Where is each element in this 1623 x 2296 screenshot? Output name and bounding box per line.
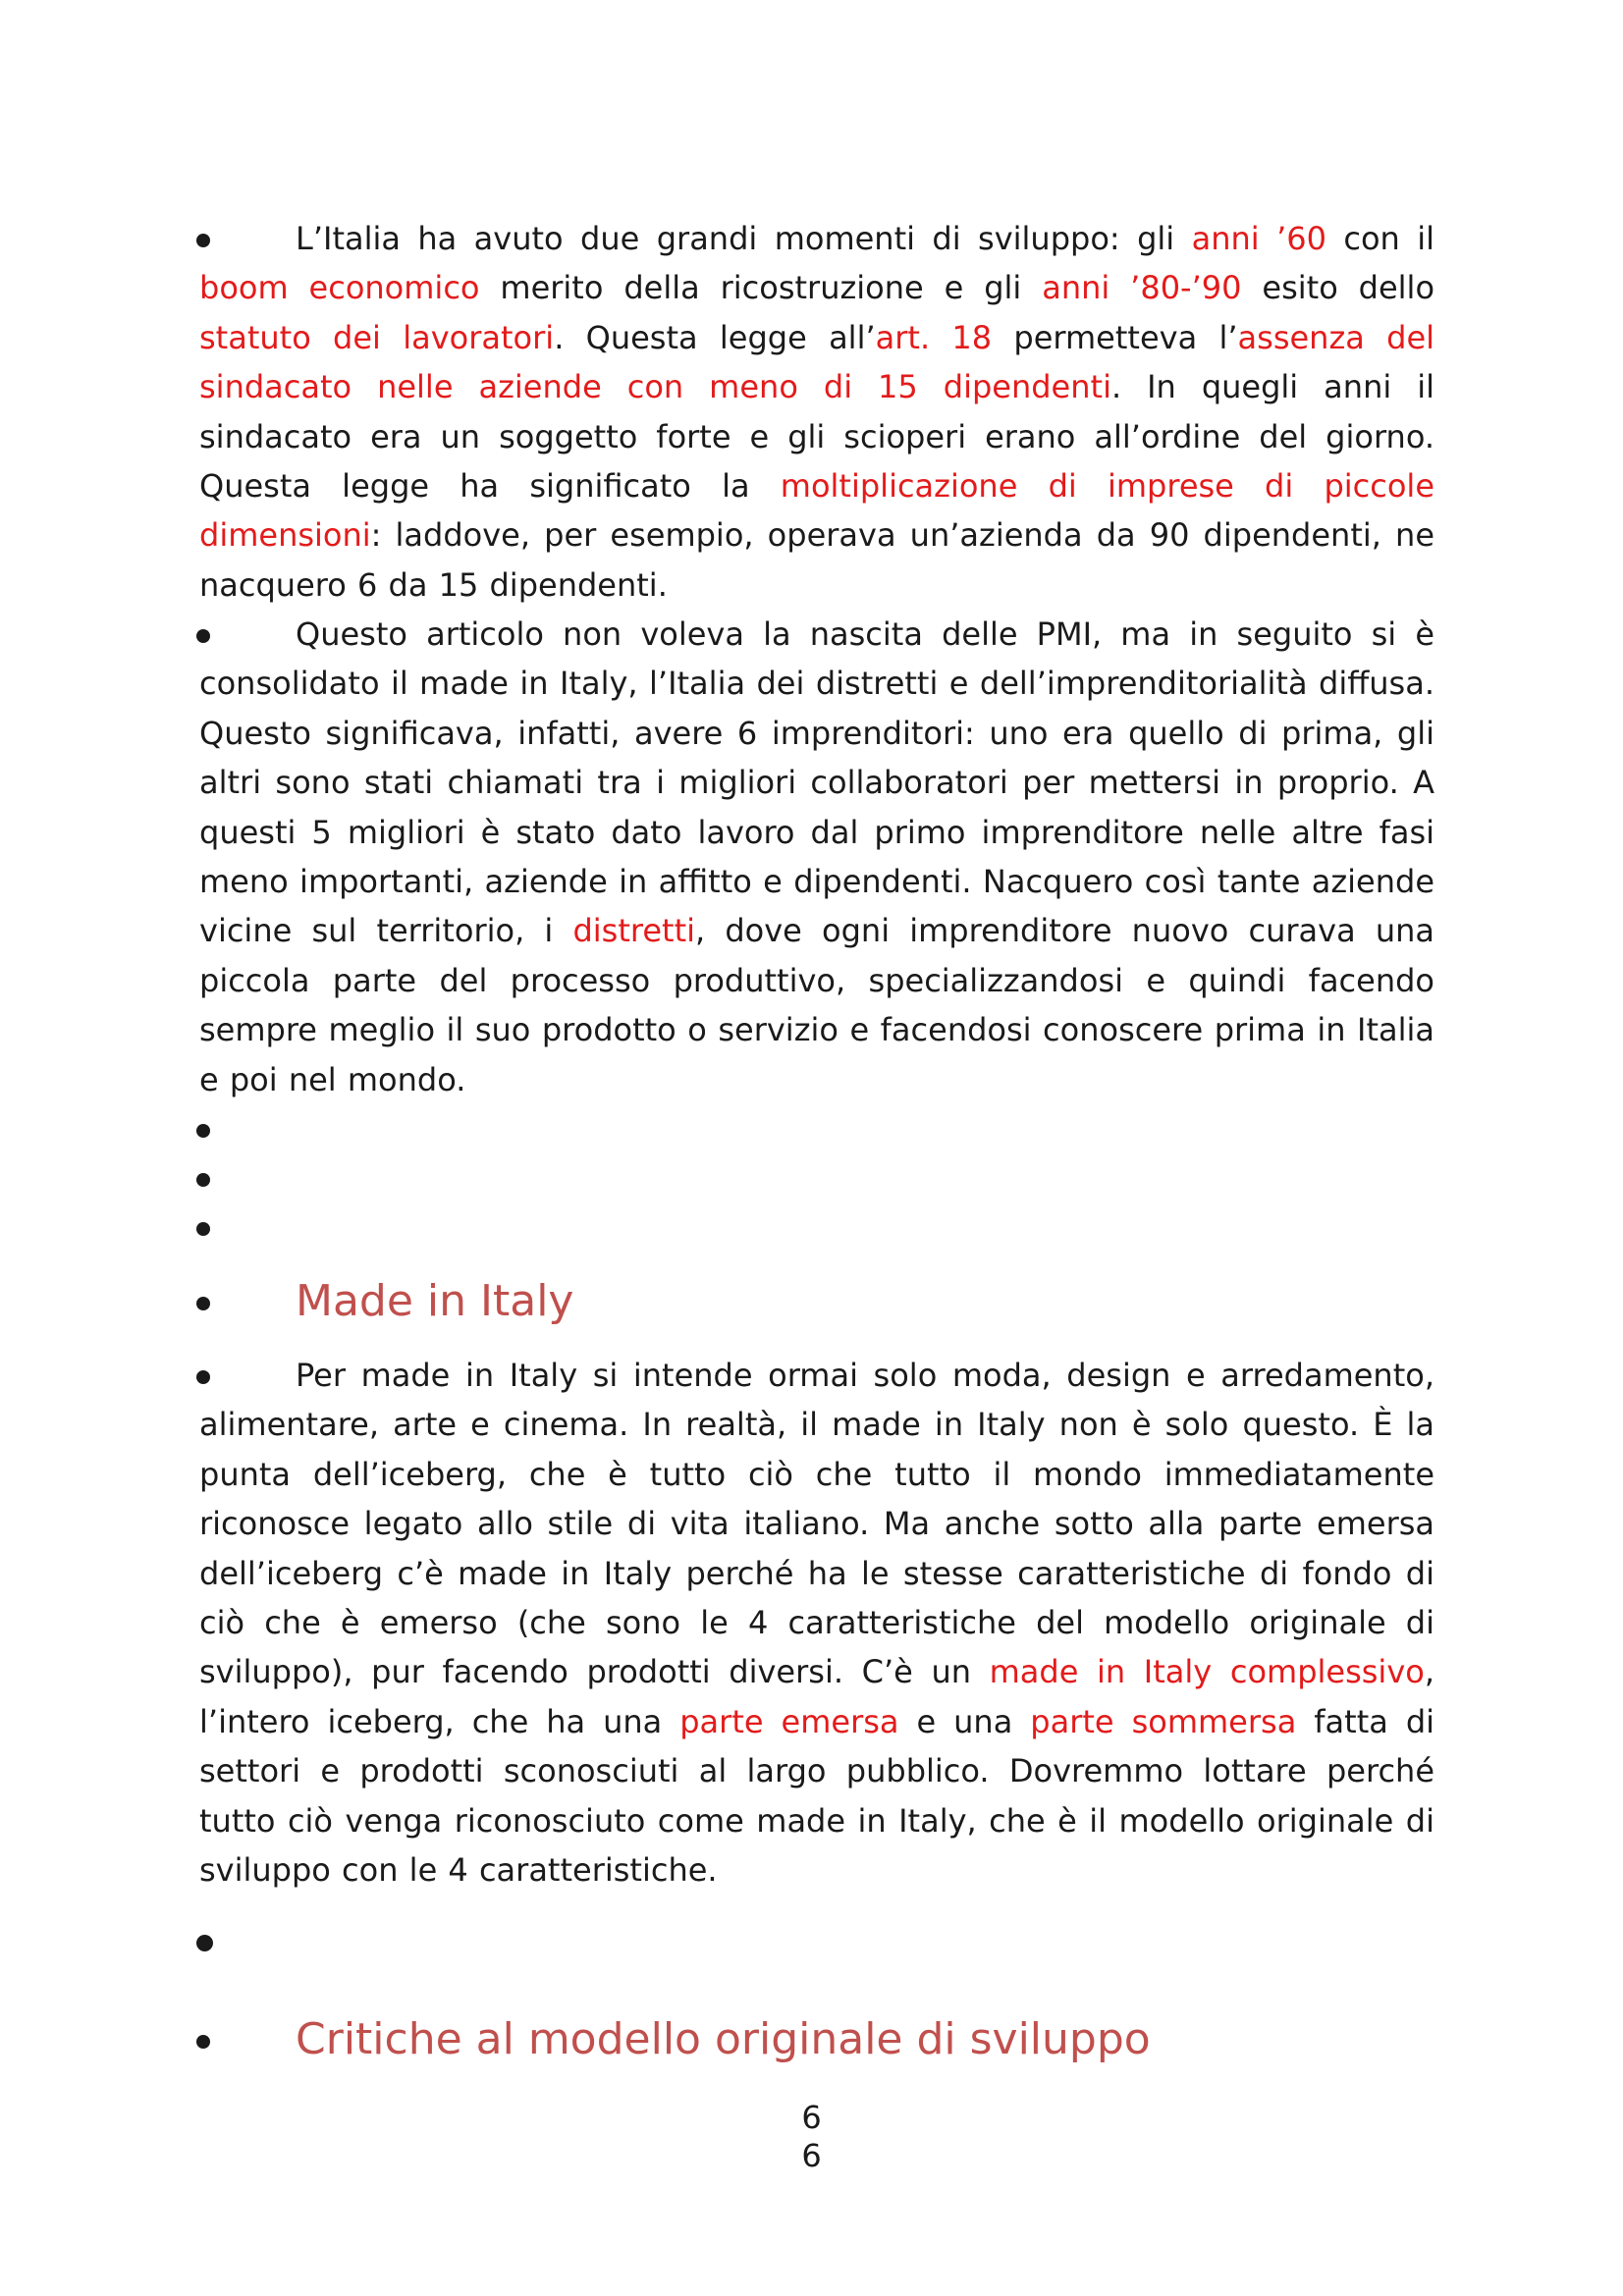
text-run: e una [898, 1702, 1031, 1740]
highlighted-phrase: parte sommersa [1030, 1702, 1297, 1740]
empty-bullet [196, 1935, 213, 1951]
highlighted-phrase: parte emersa [679, 1702, 899, 1740]
heading-critiche: Critiche al modello originale di sviluppo [296, 2014, 1151, 2064]
highlighted-phrase: anni ’60 [1191, 220, 1326, 257]
highlighted-phrase: art. 18 [875, 318, 993, 356]
paragraph-runs [199, 1357, 1434, 1889]
paragraph-pmi [199, 610, 1434, 1104]
text-run: Questo articolo non voleva la nascita delle PMI, ma in seguito si è consolidato il made in Italy, l’Italia dei distretti e dell’imprenditorialità diffusa. Questo significava, infatti, avere 6 imprenditori: uno era quello di prima, gli altri sono stati chiamati tra i migliori collaboratori per mettersi in proprio. A questi 5 migliori è stato dato lavoro dal primo imprenditore nelle altre fasi meno importanti, aziende in affitto e dipendenti. Nacquero così tante aziende vicine sul territorio, i [199, 615, 1434, 950]
text-run: L’Italia ha avuto due grandi momenti di sviluppo: gli [296, 220, 1192, 257]
text-run: merito della ricostruzione e gli [479, 269, 1043, 307]
bullet [196, 2035, 210, 2049]
empty-bullet [196, 1222, 210, 1236]
text-run: : laddove, per esempio, operava un’azienda da 90 dipendenti, ne nacquero 6 da 15 dipendenti. [199, 516, 1434, 604]
bullet [196, 1297, 210, 1310]
highlighted-phrase: anni ’80-’90 [1042, 269, 1242, 307]
text-run: fatta di settori e prodotti sconosciuti al largo pubblico. Dovremmo lottare perché tutto ciò venga riconosciuto come made in Italy, che è il modello originale di sviluppo con le 4 caratteristiche. [199, 1702, 1435, 1890]
highlighted-phrase: statuto dei lavoratori [199, 318, 555, 356]
highlighted-phrase: made in Italy complessivo [989, 1653, 1425, 1691]
paragraph-made-in-italy [199, 1351, 1434, 1895]
paragraph-sviluppo [199, 214, 1434, 610]
paragraph-runs [199, 615, 1434, 1098]
text-run: . Questa legge all’ [554, 318, 876, 356]
empty-bullet [196, 1173, 210, 1187]
text-run: , l’intero iceberg, che ha una [199, 1653, 1435, 1740]
text-run: , dove ogni imprenditore nuovo curava una piccola parte del processo produttivo, specializzandosi e quindi facendo sempre meglio il suo prodotto o servizio e facendosi conoscere prima in Italia e poi nel mondo. [199, 912, 1435, 1098]
heading-made-in-italy: Made in Italy [296, 1276, 574, 1326]
highlighted-phrase: moltiplicazione di imprese di piccole dimensioni [199, 467, 1435, 555]
text-run: Per made in Italy si intende ormai solo moda, design e arredamento, alimentare, arte e cinema. In realtà, il made in Italy non è solo questo. È la punta dell’iceberg, che è tutto ciò che tutto il mondo immediatamente riconosce legato allo stile di vita italiano. Ma anche sotto alla parte emersa dell’iceberg c’è made in Italy perché ha le stesse caratteristiche di fondo di ciò che è emerso (che sono le 4 caratteristiche del modello originale di sviluppo), pur facendo prodotti diversi. C’è un [199, 1357, 1434, 1691]
highlighted-phrase: assenza del sindacato nelle aziende con meno di 15 dipendenti [199, 318, 1435, 406]
text-run: con il [1325, 220, 1435, 257]
page-number-repeat: 6 [801, 2137, 822, 2174]
page-number: 6 [801, 2099, 822, 2136]
text-run: permetteva l’ [992, 318, 1238, 356]
paragraph-runs [199, 220, 1434, 604]
text-run: esito dello [1241, 269, 1435, 307]
empty-bullet [196, 1124, 210, 1138]
text-run: . In quegli anni il sindacato era un soggetto forte e gli scioperi erano all’ordine del giorno. Questa legge ha significato la [199, 368, 1435, 506]
highlighted-phrase: boom economico [199, 269, 480, 307]
highlighted-phrase: distretti [572, 912, 696, 950]
